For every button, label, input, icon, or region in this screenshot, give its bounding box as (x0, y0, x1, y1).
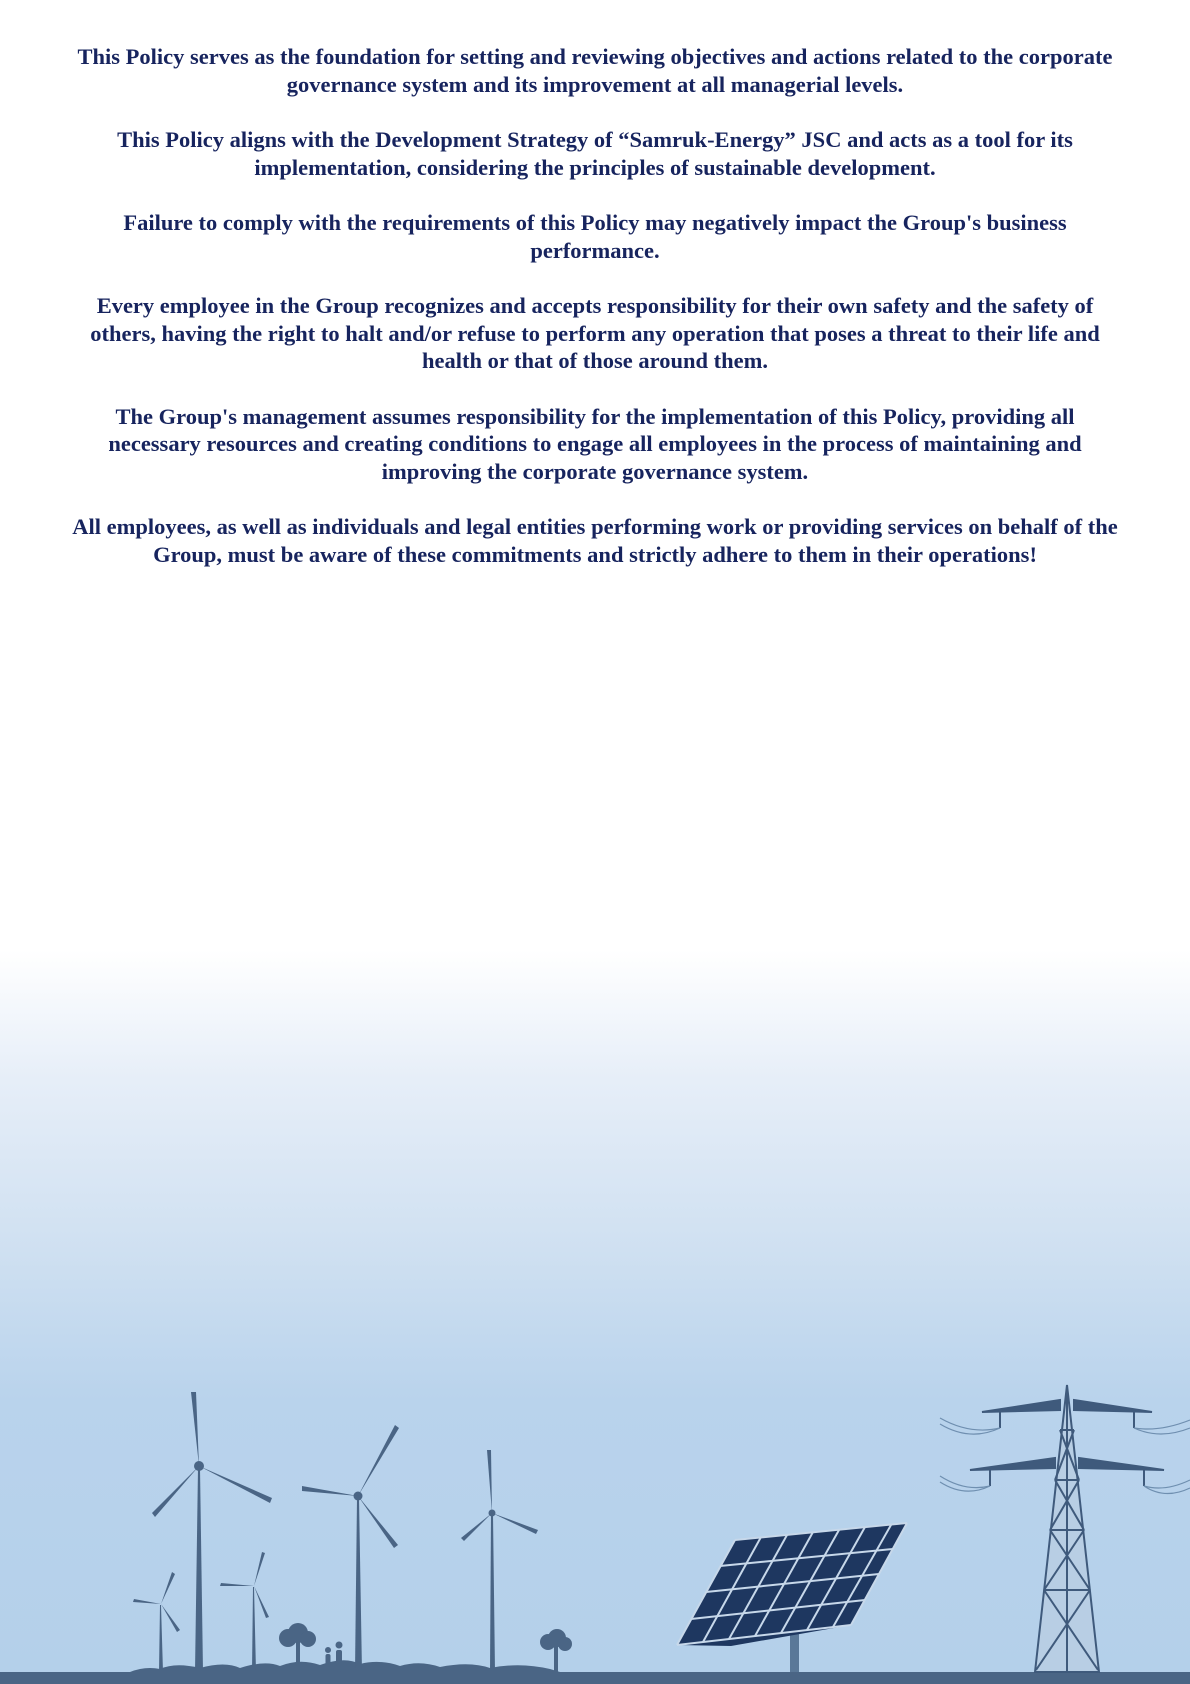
paragraph-non-compliance: Failure to comply with the requirements of this Policy may negatively impact the Group's business performance. (123, 210, 1067, 263)
paragraph-strategy-alignment: This Policy aligns with the Development Strategy of “Samruk-Energy” JSC and acts as a tool for its implementation, considering the principles of sustainable development. (117, 127, 1073, 180)
paragraph-foundation: This Policy serves as the foundation for setting and reviewing objectives and actions related to the corporate governance system and its improvement at all managerial levels. (77, 44, 1113, 97)
paragraph-employee-safety: Every employee in the Group recognizes and accepts responsibility for their own safety and the safety of others, having the right to halt and/or refuse to perform any operation that poses a threat to their life and health or that of those around them. (90, 293, 1100, 373)
policy-text (70, 43, 1120, 596)
energy-landscape-illustration (0, 1380, 1190, 1684)
wind-turbine-icon (133, 1392, 538, 1672)
ground-silhouette (0, 1660, 1190, 1684)
paragraph-management-responsibility: The Group's management assumes responsibility for the implementation of this Policy, providing all necessary resources and creating conditions to engage all employees in the process of maintaining and improving the corporate governance system. (108, 403, 1082, 484)
paragraph-adherence: All employees, as well as individuals and legal entities performing work or providing services on behalf of the Group, must be aware of these commitments and strictly adhere to them in their operations! (72, 514, 1118, 567)
solar-panel-icon (677, 1523, 907, 1672)
transmission-tower-icon (940, 1385, 1190, 1672)
